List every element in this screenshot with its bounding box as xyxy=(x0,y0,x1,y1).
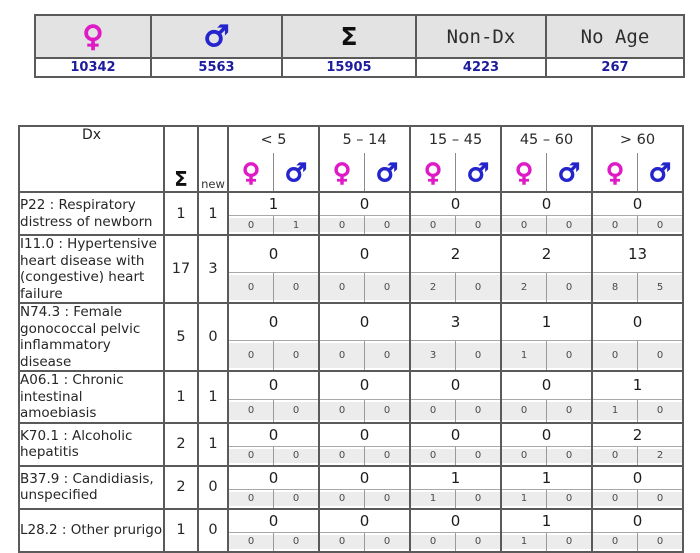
age-total-cell: 0 xyxy=(228,235,319,272)
detail-male-cell: 0 xyxy=(547,532,593,552)
dx-label-cell: P22 : Respiratory distress of newborn xyxy=(19,192,164,235)
detail-female-cell: 0 xyxy=(228,272,274,303)
age-total-cell: 0 xyxy=(228,303,319,340)
detail-male-cell: 0 xyxy=(365,340,411,371)
detail-female-cell: 0 xyxy=(592,216,638,236)
row-new-cell: 0 xyxy=(198,509,228,552)
detail-male-cell: 1 xyxy=(274,216,320,236)
dx-table-header xyxy=(19,126,683,192)
detail-female-cell: 0 xyxy=(592,340,638,371)
summary-male-value: 5563 xyxy=(151,58,282,77)
row-new-cell: 0 xyxy=(198,303,228,371)
age-total-cell: 0 xyxy=(592,509,683,533)
age-total-cell: 0 xyxy=(592,192,683,216)
age-total-cell: 0 xyxy=(319,371,410,399)
summary-nondx-header xyxy=(416,15,546,58)
detail-female-cell: 2 xyxy=(410,272,456,303)
age-total-cell: 0 xyxy=(319,192,410,216)
detail-female-cell: 0 xyxy=(319,399,365,422)
male-icon: ♂ xyxy=(274,153,320,192)
detail-female-cell: 0 xyxy=(319,489,365,509)
summary-female-header xyxy=(35,15,151,58)
summary-noage-value: 267 xyxy=(546,58,684,77)
detail-female-cell: 1 xyxy=(501,340,547,371)
detail-male-cell: 0 xyxy=(365,272,411,303)
age-total-cell: 0 xyxy=(410,192,501,216)
new-column-header: new xyxy=(198,126,228,192)
detail-male-cell: 5 xyxy=(638,272,684,303)
detail-female-cell: 0 xyxy=(228,340,274,371)
detail-female-cell: 0 xyxy=(592,446,638,466)
age-group-45-60: 45 – 60 xyxy=(501,126,592,153)
male-icon: ♂ xyxy=(638,153,684,192)
detail-male-cell: 0 xyxy=(456,399,502,422)
detail-male-cell: 0 xyxy=(638,399,684,422)
summary-noage-header xyxy=(546,15,684,58)
detail-female-cell: 3 xyxy=(410,340,456,371)
dx-label-cell: A06.1 : Chronic intestinal amoebiasis xyxy=(19,371,164,423)
dx-row-totals xyxy=(19,423,683,447)
row-sum-cell: 2 xyxy=(164,423,198,466)
row-new-cell: 1 xyxy=(198,423,228,466)
age-total-cell: 1 xyxy=(592,371,683,399)
detail-male-cell: 0 xyxy=(547,272,593,303)
detail-male-cell: 0 xyxy=(547,340,593,371)
detail-female-cell: 0 xyxy=(410,446,456,466)
dx-row-totals xyxy=(19,509,683,533)
summary-total-header xyxy=(282,15,416,58)
detail-female-cell: 0 xyxy=(228,216,274,236)
detail-male-cell: 0 xyxy=(547,399,593,422)
detail-male-cell: 0 xyxy=(274,532,320,552)
age-total-cell: 2 xyxy=(410,235,501,272)
age-total-cell: 13 xyxy=(592,235,683,272)
detail-male-cell: 0 xyxy=(365,446,411,466)
row-sum-cell: 5 xyxy=(164,303,198,371)
age-total-cell: 0 xyxy=(501,423,592,447)
age-group-5-14: 5 – 14 xyxy=(319,126,410,153)
age-total-cell: 0 xyxy=(319,303,410,340)
detail-male-cell: 2 xyxy=(638,446,684,466)
age-group-over60: > 60 xyxy=(592,126,683,153)
row-sum-cell: 1 xyxy=(164,509,198,552)
detail-female-cell: 1 xyxy=(501,532,547,552)
detail-female-cell: 1 xyxy=(410,489,456,509)
male-icon: ♂ xyxy=(547,153,593,192)
female-icon: ♀ xyxy=(228,153,274,192)
nondx-label: Non-Dx xyxy=(446,25,516,48)
detail-female-cell: 0 xyxy=(501,446,547,466)
detail-male-cell: 0 xyxy=(365,489,411,509)
age-total-cell: 0 xyxy=(319,423,410,447)
detail-female-cell: 8 xyxy=(592,272,638,303)
detail-female-cell: 0 xyxy=(228,532,274,552)
age-total-cell: 1 xyxy=(410,466,501,490)
detail-male-cell: 0 xyxy=(456,216,502,236)
dx-label-cell: I11.0 : Hypertensive heart disease with (congestive) heart failure xyxy=(19,235,164,303)
age-total-cell: 1 xyxy=(501,303,592,340)
summary-header-row xyxy=(35,15,684,58)
detail-male-cell: 0 xyxy=(365,399,411,422)
detail-male-cell: 0 xyxy=(638,216,684,236)
detail-male-cell: 0 xyxy=(274,399,320,422)
noage-label: No Age xyxy=(580,25,650,48)
row-new-cell: 1 xyxy=(198,371,228,423)
detail-female-cell: 1 xyxy=(592,399,638,422)
detail-female-cell: 0 xyxy=(228,446,274,466)
summary-values-row xyxy=(35,58,684,77)
detail-male-cell: 0 xyxy=(456,489,502,509)
age-total-cell: 0 xyxy=(501,371,592,399)
detail-male-cell: 0 xyxy=(638,532,684,552)
row-sum-cell: 2 xyxy=(164,466,198,509)
dx-label-cell: L28.2 : Other prurigo xyxy=(19,509,164,552)
summary-male-header xyxy=(151,15,282,58)
female-icon: ♀ xyxy=(592,153,638,192)
dx-column-header: Dx xyxy=(19,126,164,192)
detail-female-cell: 0 xyxy=(319,272,365,303)
detail-male-cell: 0 xyxy=(547,489,593,509)
dx-row-totals xyxy=(19,371,683,399)
detail-male-cell: 0 xyxy=(456,272,502,303)
row-sum-cell: 1 xyxy=(164,192,198,235)
detail-female-cell: 2 xyxy=(501,272,547,303)
dx-row-totals xyxy=(19,192,683,216)
detail-female-cell: 0 xyxy=(319,446,365,466)
row-new-cell: 1 xyxy=(198,192,228,235)
age-group-15-45: 15 – 45 xyxy=(410,126,501,153)
detail-female-cell: 0 xyxy=(410,216,456,236)
detail-female-cell: 0 xyxy=(501,399,547,422)
detail-male-cell: 0 xyxy=(365,532,411,552)
detail-female-cell: 0 xyxy=(228,489,274,509)
age-total-cell: 1 xyxy=(228,192,319,216)
age-total-cell: 0 xyxy=(410,371,501,399)
dx-row-totals xyxy=(19,235,683,272)
detail-male-cell: 0 xyxy=(547,216,593,236)
sigma-icon: Σ xyxy=(340,22,358,51)
age-total-cell: 0 xyxy=(410,423,501,447)
age-total-cell: 0 xyxy=(319,235,410,272)
detail-male-cell: 0 xyxy=(274,272,320,303)
age-group-under5: < 5 xyxy=(228,126,319,153)
dx-table xyxy=(18,125,684,553)
age-group-header-row xyxy=(19,126,683,153)
sum-column-header: Σ xyxy=(164,126,198,192)
detail-female-cell: 0 xyxy=(592,532,638,552)
dx-label-cell: B37.9 : Candidiasis, unspecified xyxy=(19,466,164,509)
male-icon: ♂ xyxy=(365,153,411,192)
age-total-cell: 0 xyxy=(228,423,319,447)
detail-female-cell: 0 xyxy=(410,532,456,552)
age-total-cell: 0 xyxy=(228,509,319,533)
detail-female-cell: 0 xyxy=(319,216,365,236)
row-sum-cell: 17 xyxy=(164,235,198,303)
detail-female-cell: 0 xyxy=(592,489,638,509)
age-total-cell: 2 xyxy=(592,423,683,447)
page xyxy=(0,14,700,547)
detail-male-cell: 0 xyxy=(456,532,502,552)
age-total-cell: 0 xyxy=(592,303,683,340)
summary-nondx-value: 4223 xyxy=(416,58,546,77)
row-new-cell: 0 xyxy=(198,466,228,509)
age-total-cell: 0 xyxy=(228,371,319,399)
summary-female-value: 10342 xyxy=(35,58,151,77)
female-icon: ♀ xyxy=(82,19,104,53)
dx-label-cell: N74.3 : Female gonococcal pelvic inflammatory disease xyxy=(19,303,164,371)
detail-female-cell: 1 xyxy=(501,489,547,509)
age-total-cell: 3 xyxy=(410,303,501,340)
female-icon: ♀ xyxy=(501,153,547,192)
male-icon: ♂ xyxy=(456,153,502,192)
summary-table xyxy=(34,14,685,78)
detail-male-cell: 0 xyxy=(456,340,502,371)
age-total-cell: 1 xyxy=(501,509,592,533)
dx-row-totals xyxy=(19,303,683,340)
female-icon: ♀ xyxy=(319,153,365,192)
row-sum-cell: 1 xyxy=(164,371,198,423)
age-total-cell: 1 xyxy=(501,466,592,490)
detail-male-cell: 0 xyxy=(274,489,320,509)
detail-male-cell: 0 xyxy=(638,340,684,371)
detail-female-cell: 0 xyxy=(410,399,456,422)
age-total-cell: 0 xyxy=(501,192,592,216)
detail-male-cell: 0 xyxy=(274,446,320,466)
male-icon: ♂ xyxy=(203,19,230,53)
detail-male-cell: 0 xyxy=(638,489,684,509)
detail-male-cell: 0 xyxy=(365,216,411,236)
age-total-cell: 0 xyxy=(410,509,501,533)
detail-male-cell: 0 xyxy=(547,446,593,466)
detail-male-cell: 0 xyxy=(274,340,320,371)
dx-label-cell: K70.1 : Alcoholic hepatitis xyxy=(19,423,164,466)
age-total-cell: 0 xyxy=(319,509,410,533)
detail-female-cell: 0 xyxy=(228,399,274,422)
female-icon: ♀ xyxy=(410,153,456,192)
age-total-cell: 0 xyxy=(228,466,319,490)
summary-total-value: 15905 xyxy=(282,58,416,77)
detail-female-cell: 0 xyxy=(319,340,365,371)
dx-table-body xyxy=(19,192,683,552)
detail-female-cell: 0 xyxy=(319,532,365,552)
age-total-cell: 0 xyxy=(592,466,683,490)
detail-female-cell: 0 xyxy=(501,216,547,236)
dx-row-totals xyxy=(19,466,683,490)
age-total-cell: 0 xyxy=(319,466,410,490)
row-new-cell: 3 xyxy=(198,235,228,303)
detail-male-cell: 0 xyxy=(456,446,502,466)
age-total-cell: 2 xyxy=(501,235,592,272)
